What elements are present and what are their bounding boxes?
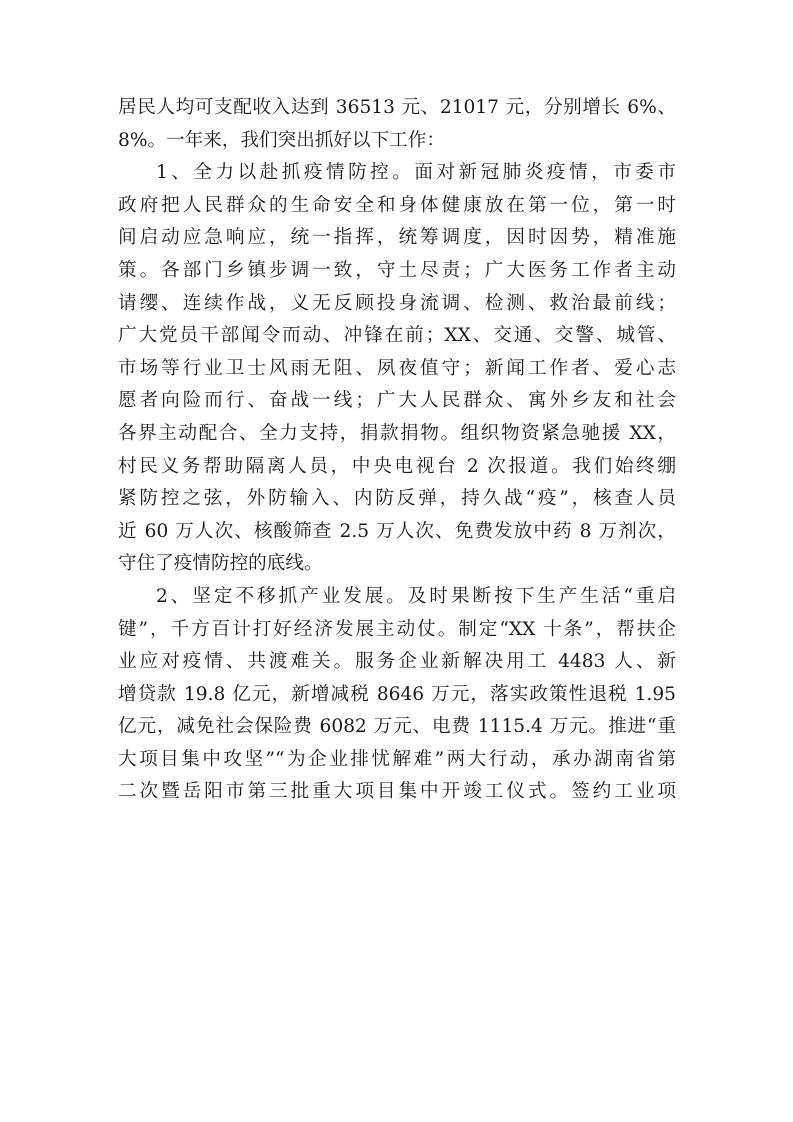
text-line: 8%。一年来，我们突出抓好以下工作： — [118, 129, 445, 151]
text-line: 键”，千方百计打好经济发展主动仗。制定“XX 十条”，帮扶企 — [118, 618, 676, 640]
text-line: 政府把人民群众的生命安全和身体健康放在第一位，第一时 — [118, 194, 676, 216]
text-line: 居民人均可支配收入达到 36513 元、21017 元，分别增长 6%、 — [118, 97, 676, 118]
text-line: 市场等行业卫士风雨无阻、夙夜值守；新闻工作者、爱心志 — [118, 357, 676, 379]
text-line: 紧防控之弦，外防输入、内防反弹，持久战“疫”，核查人员 — [118, 488, 676, 510]
text-line: 间启动应急响应，统一指挥，统筹调度，因时因势，精准施 — [118, 227, 676, 249]
text-line: 增贷款 19.8 亿元，新增减税 8646 万元，落实政策性退税 1.95 — [118, 683, 676, 705]
text-line: 近 60 万人次、核酸筛查 2.5 万人次、免费发放中药 8 万剂次， — [118, 520, 676, 542]
text-line: 村民义务帮助隔离人员，中央电视台 2 次报道。我们始终绷 — [118, 455, 676, 477]
text-line: 二次暨岳阳市第三批重大项目集中开竣工仪式。签约工业项 — [118, 781, 676, 803]
text-line: 愿者向险而行、奋战一线；广大人民群众、寓外乡友和社会 — [118, 390, 676, 412]
text-line: 业应对疫情、共渡难关。服务企业新解决用工 4483 人、新 — [118, 651, 676, 673]
document-page — [118, 92, 676, 809]
text-line: 2、坚定不移抓产业发展。及时果断按下生产生活“重启 — [156, 585, 676, 607]
text-line: 各界主动配合、全力支持，捐款捐物。组织物资紧急驰援 XX， — [118, 422, 676, 444]
text-line: 广大党员干部闻令而动、冲锋在前；XX、交通、交警、城管、 — [118, 325, 676, 347]
text-line: 策。各部门乡镇步调一致，守土尽责；广大医务工作者主动 — [118, 259, 676, 281]
text-line: 请缨、连续作战，义无反顾投身流调、检测、救治最前线； — [118, 292, 676, 314]
text-line: 亿元，减免社会保险费 6082 万元、电费 1115.4 万元。推进“重 — [118, 716, 676, 738]
text-line: 大项目集中攻坚”“为企业排忧解难”两大行动，承办湖南省第 — [118, 748, 676, 770]
text-line: 守住了疫情防控的底线。 — [118, 553, 323, 575]
text-line: 1、全力以赴抓疫情防控。面对新冠肺炎疫情，市委市 — [156, 162, 676, 184]
